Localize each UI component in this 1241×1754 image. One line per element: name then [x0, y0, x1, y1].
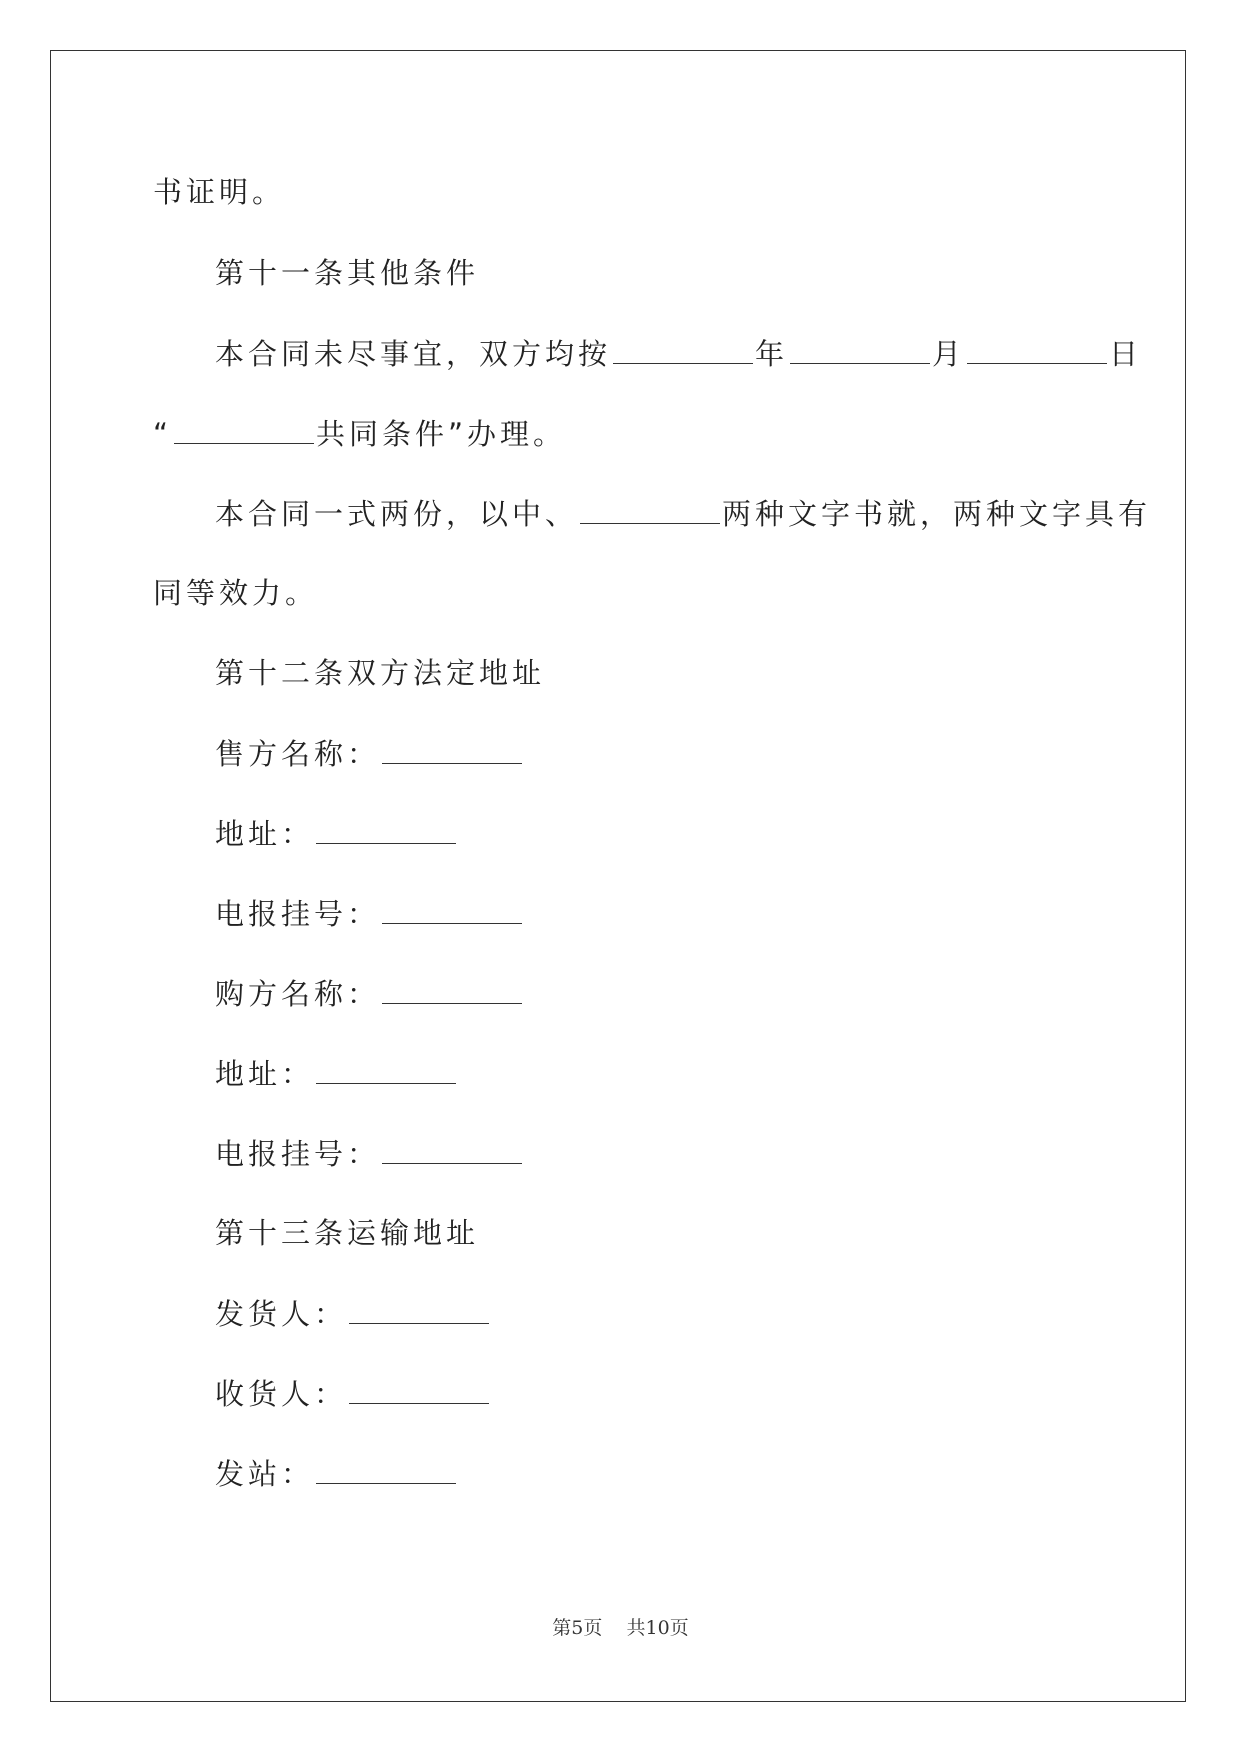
- fill-blank: [349, 1373, 489, 1404]
- heading-text: 第十三条运输地址: [215, 1216, 480, 1250]
- section-heading: [215, 1213, 479, 1253]
- section-heading: [215, 253, 479, 293]
- fill-blank: [613, 333, 753, 364]
- field-label: 收货人：: [215, 1377, 348, 1411]
- fill-blank: [382, 733, 522, 764]
- text-line: [215, 333, 1142, 374]
- page-footer: [0, 1613, 1241, 1640]
- form-field-line: [215, 893, 524, 934]
- text-line: [215, 493, 1151, 534]
- text-fragment: 同等效力。: [153, 576, 319, 610]
- text-fragment: 月: [932, 337, 966, 371]
- text-line: [153, 172, 285, 212]
- fill-blank: [316, 1053, 456, 1084]
- fill-blank: [316, 813, 456, 844]
- form-field-line: [215, 973, 524, 1014]
- fill-blank: [967, 333, 1107, 364]
- fill-blank: [382, 973, 522, 1004]
- field-label: 售方名称：: [215, 737, 381, 771]
- text-line: [153, 413, 566, 454]
- field-label: 地址：: [215, 817, 315, 851]
- text-fragment: 日: [1109, 337, 1143, 371]
- form-field-line: [215, 1133, 524, 1174]
- fill-blank: [790, 333, 930, 364]
- text-fragment: 书证明。: [153, 175, 286, 209]
- fill-blank: [382, 893, 522, 924]
- form-field-line: [215, 1293, 491, 1334]
- fill-blank: [174, 413, 314, 444]
- text-fragment: “: [153, 417, 173, 451]
- fill-blank: [382, 1133, 522, 1164]
- page-total: 共10页: [626, 1617, 689, 1639]
- page-number: 第5页: [552, 1617, 603, 1639]
- field-label: 发站：: [215, 1457, 315, 1491]
- fill-blank: [580, 493, 720, 524]
- fill-blank: [316, 1453, 456, 1484]
- heading-text: 第十一条其他条件: [215, 256, 480, 290]
- text-fragment: 两种文字书就，两种文字具有: [722, 497, 1152, 531]
- heading-text: 第十二条双方法定地址: [215, 656, 546, 690]
- field-label: 电报挂号：: [215, 897, 381, 931]
- form-field-line: [215, 813, 458, 854]
- field-label: 发货人：: [215, 1297, 348, 1331]
- field-label: 地址：: [215, 1057, 315, 1091]
- section-heading: [215, 653, 545, 693]
- field-label: 电报挂号：: [215, 1137, 381, 1171]
- form-field-line: [215, 1373, 491, 1414]
- text-fragment: 共同条件”办理。: [316, 417, 567, 451]
- text-line: [153, 573, 318, 613]
- fill-blank: [349, 1293, 489, 1324]
- field-label: 购方名称：: [215, 977, 381, 1011]
- text-fragment: 本合同一式两份，以中、: [215, 497, 579, 531]
- text-fragment: 本合同未尽事宜，双方均按: [215, 337, 612, 371]
- form-field-line: [215, 1053, 458, 1094]
- form-field-line: [215, 1453, 458, 1494]
- text-fragment: 年: [755, 337, 789, 371]
- form-field-line: [215, 733, 524, 774]
